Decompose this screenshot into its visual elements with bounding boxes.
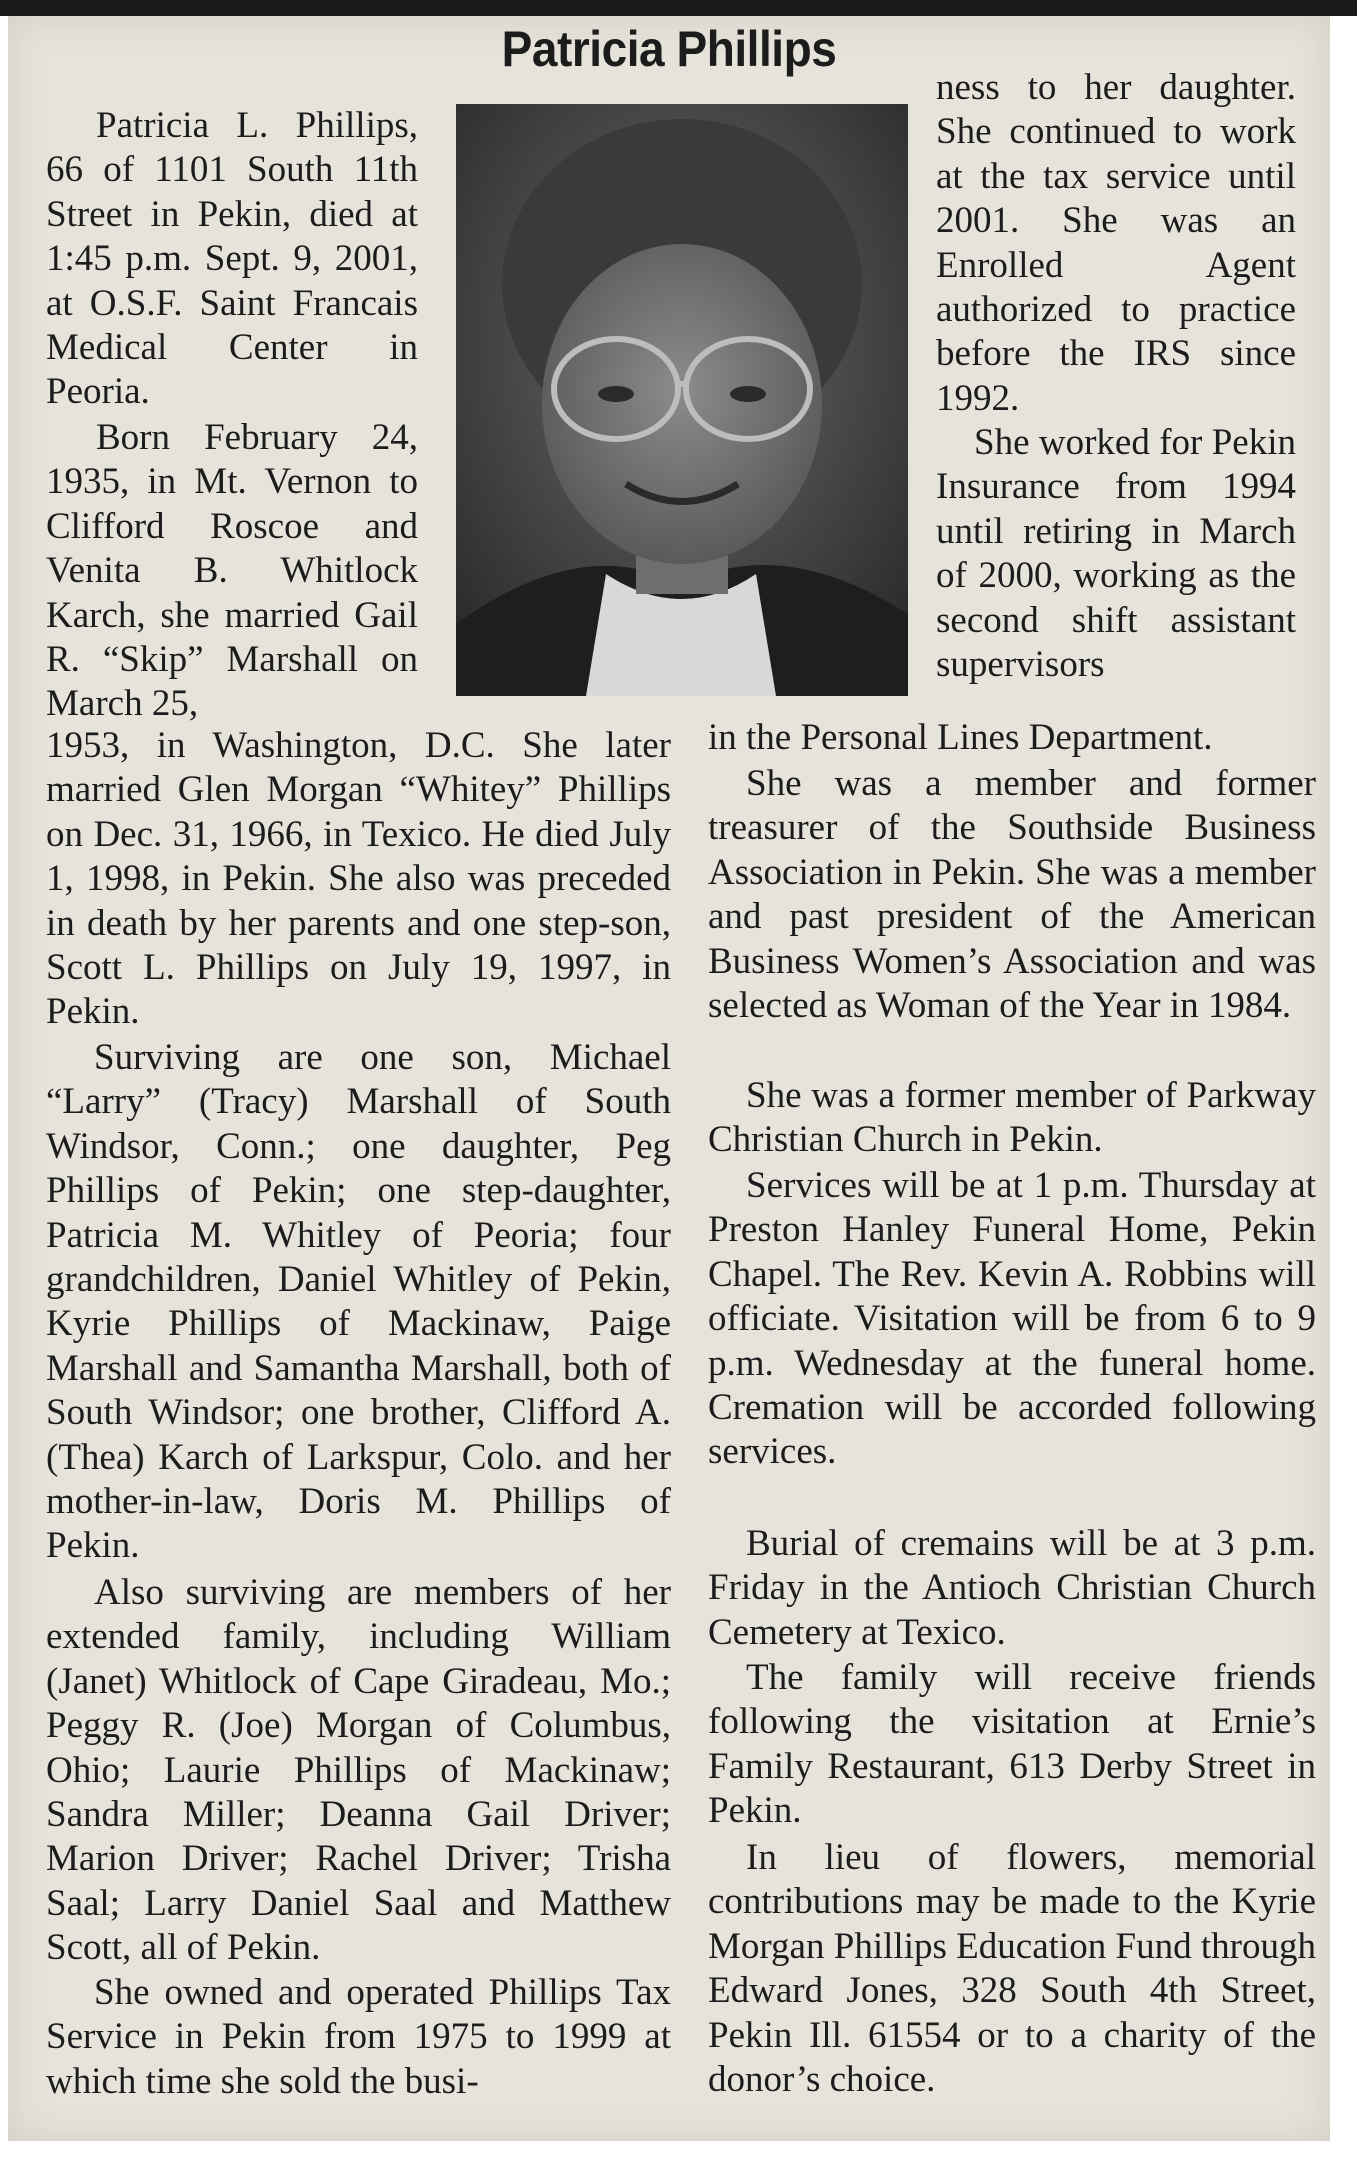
paragraph-4: Surviving are one son, Michael “Larry” (Tracy) Marshall of South Windsor, Conn.; one daughter, Peg Phillips of Pekin; one step-daughter, Patricia M. Whitley of Peoria; four grandchildren, Daniel Whitley of Pekin, Kyrie Phillips of Mackinaw, Paige Marshall and Samantha Marshall, both of South Windsor; one brother, Clifford A. (Thea) Karch of Larkspur, Colo. and her mother-in-law, Doris M. Phillips of Pekin. bbox=[46, 1037, 671, 1567]
portrait-photo bbox=[456, 104, 908, 696]
obituary-headline: Patricia Phillips bbox=[501, 21, 837, 77]
paragraph-10: She was a member and former treasurer of the Southside Business Association in Pekin. She was a member and past president of the American Business Women’s Association and was selected as Woman of the Year in 1984. bbox=[708, 763, 1316, 1027]
paragraph-5: Also surviving are members of her extended family, including William (Janet) Whitlock of Cape Giradeau, Mo.; Peggy R. (Joe) Morgan of Columbus, Ohio; Laurie Phillips of Mackinaw; Sandra Miller; Deanna Gail Driver; Marion Driver; Rachel Driver; Trisha Saal; Larry Daniel Saal and Matthew Scott, all of Pekin. bbox=[46, 1572, 671, 1969]
paragraph-9: in the Personal Lines Department. bbox=[708, 717, 1213, 758]
scan-top-edge bbox=[0, 0, 1357, 16]
paragraph-14: The family will receive friends following the visitation at Ernie’s Family Restaurant, 613 Derby Street in Pekin. bbox=[708, 1657, 1316, 1832]
paragraph-11: She was a former member of Parkway Christian Church in Pekin. bbox=[708, 1075, 1316, 1161]
paragraph-7: ness to her daughter. She continued to work at the tax service until 2001. She was an Enrolled Agent authorized to practice before the IRS since 1992. bbox=[936, 67, 1296, 419]
paragraph-12: Services will be at 1 p.m. Thursday at Preston Hanley Funeral Home, Pekin Chapel. The Rev. Kevin A. Robbins will officiate. Visitation will be from 6 to 9 p.m. Wednesday at the funeral home. Cremation will be accorded following services. bbox=[708, 1165, 1316, 1473]
paragraph-2: Born February 24, 1935, in Mt. Vernon to Clifford Roscoe and Venita B. Whitlock Karch, she married Gail R. “Skip” Marshall on March 25, bbox=[46, 417, 418, 725]
paragraph-8: She worked for Pekin Insurance from 1994 until retiring in March of 2000, working as the second shift assistant supervisors bbox=[936, 422, 1296, 686]
paragraph-15: In lieu of flowers, memorial contributions may be made to the Kyrie Morgan Phillips Education Fund through Edward Jones, 328 South 4th Street, Pekin Ill. 61554 or to a charity of the donor’s choice. bbox=[708, 1837, 1316, 2101]
newspaper-clipping bbox=[8, 16, 1330, 2141]
paragraph-6: She owned and operated Phillips Tax Service in Pekin from 1975 to 1999 at which time she sold the busi- bbox=[46, 1972, 671, 2102]
paragraph-3: 1953, in Washington, D.C. She later married Glen Morgan “Whitey” Phillips on Dec. 31, 1966, in Texico. He died July 1, 1998, in Pekin. She also was preceded in death by her parents and one step-son, Scott L. Phillips on July 19, 1997, in Pekin. bbox=[46, 725, 671, 1033]
paragraph-1: Patricia L. Phillips, 66 of 1101 South 11th Street in Pekin, died at 1:45 p.m. Sept. 9, 2001, at O.S.F. Saint Francais Medical Center in Peoria. bbox=[46, 105, 418, 413]
paragraph-13: Burial of cremains will be at 3 p.m. Friday in the Antioch Christian Church Cemetery at Texico. bbox=[708, 1523, 1316, 1653]
